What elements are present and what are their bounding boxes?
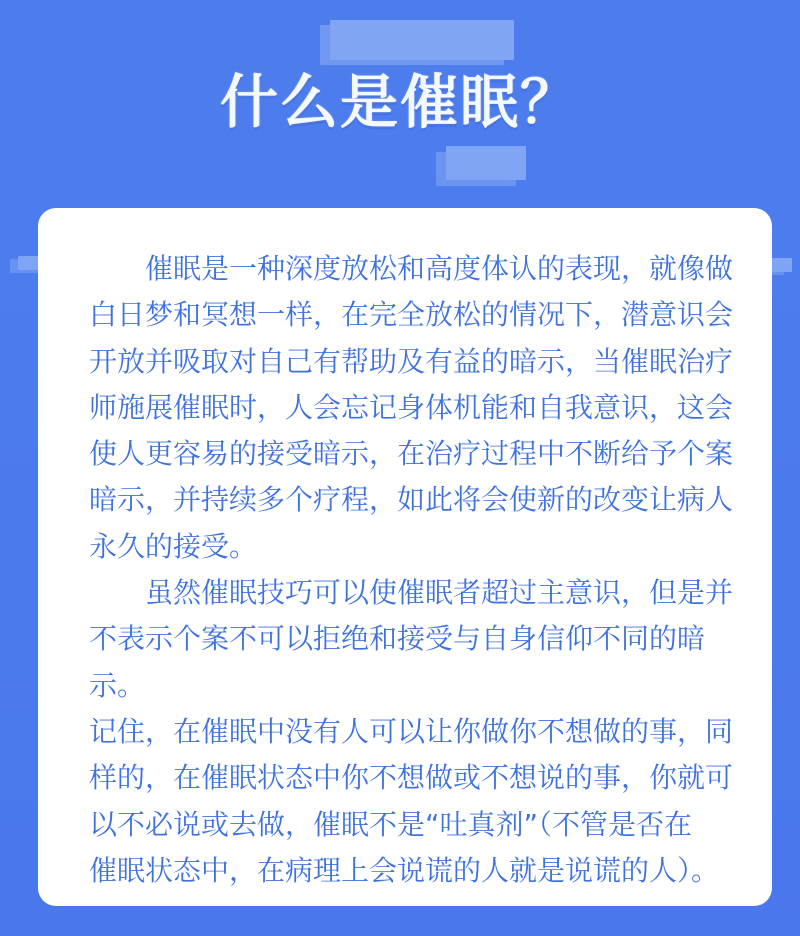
decorative-block-top bbox=[330, 20, 514, 60]
paragraph-2: 虽然催眠技巧可以使催眠者超过主意识，但是并 不表示个案不可以拒绝和接受与自身信仰不同的暗示。 记住，在催眠中没有人可以让你做你不想做的事，同 样的，在催眠状态中你不想做或不想说的事，你就可 以不必说或去做，催眠不是“吐真剂”（不管是否在 催眠状态中，在病理上会说谎的人就是说谎的人）。 bbox=[89, 576, 734, 887]
decorative-block-middle bbox=[446, 146, 526, 180]
paragraph-1: 催眠是一种深度放松和高度体认的表现，就像做 白日梦和冥想一样，在完全放松的情况下，潜意识会 开放并吸取对自己有帮助及有益的暗示，当催眠治疗 师施展催眠时，人会忘记身体机能和自我意识，这会 使人更容易的接受暗示，在治疗过程中不断给予个案 暗示，并持续多个疗程，如此将会使新的改变让病人 永久的接受。 bbox=[89, 252, 734, 563]
page-title: 什么是催眠？ bbox=[219, 68, 580, 136]
article-body bbox=[89, 246, 749, 894]
